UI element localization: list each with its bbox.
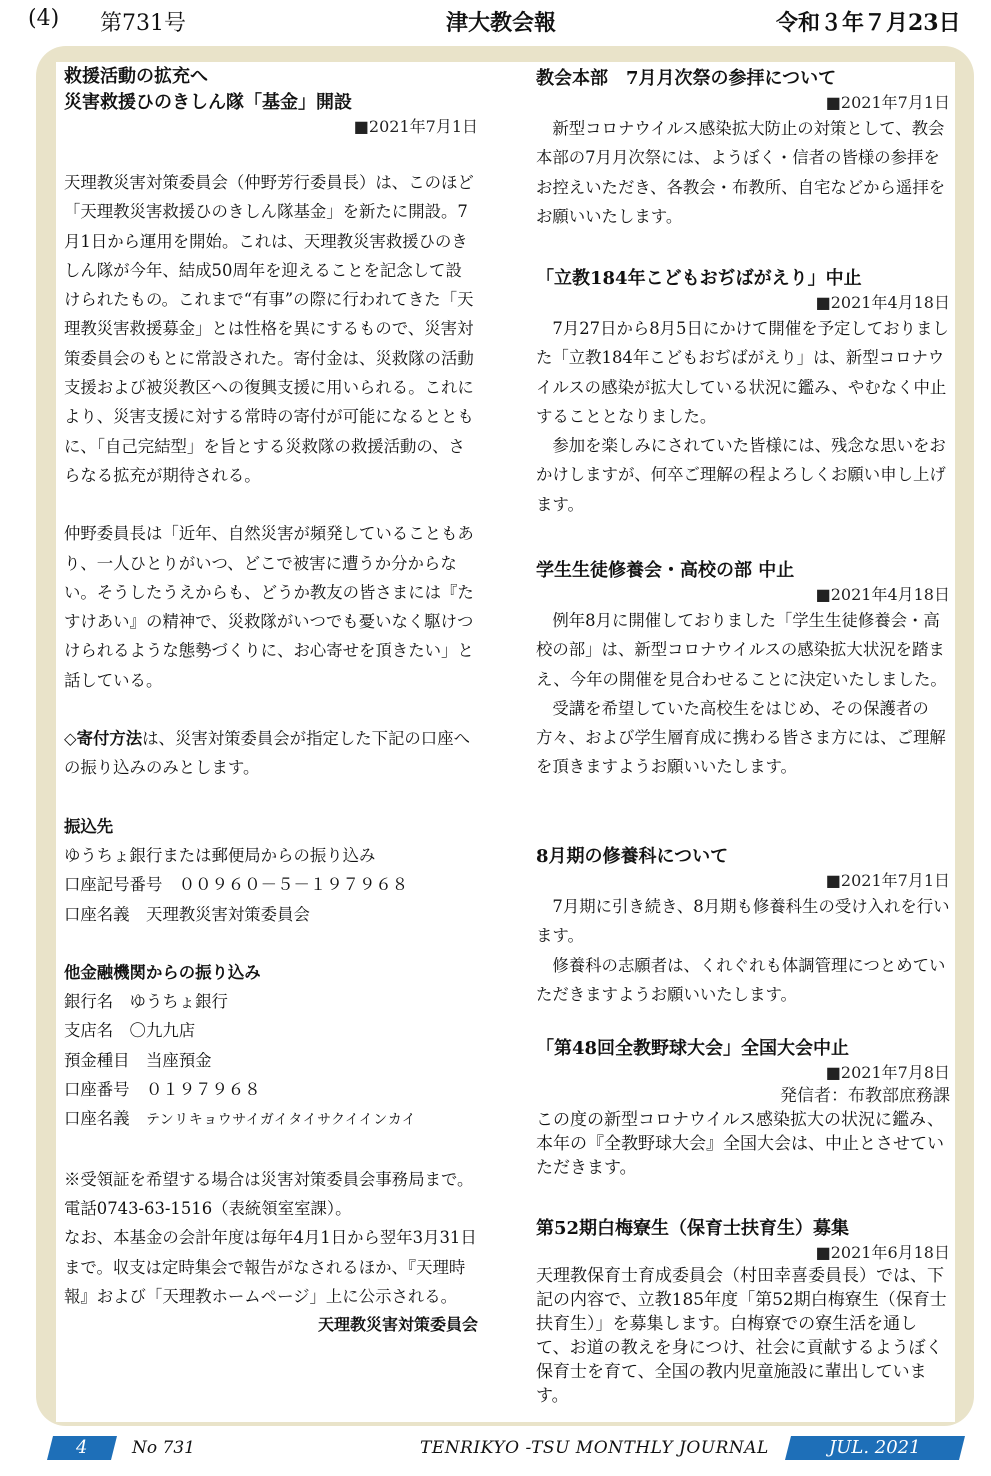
article-shiraume-text: 天理教保育士育成委員会（村田幸喜委員長）では、下記の内容で、立教185年度「第52期白梅寮生（保育士扶育生）」を募集します。白梅寮での寮生活を通して、お道の教えを身につけ、社会に貢献するようぼく保育士を育て、全国の教内児童施設に輩出しています。	[536, 1266, 947, 1406]
newsletter-title: 津大教会報	[446, 10, 557, 36]
article-kodomo-text-2: 参加を楽しみにされていた皆様には、残念な思いをおかけしますが、何卒ご理解の程よろしくお願い申し上げます。	[536, 436, 946, 514]
article-baseball	[536, 1036, 950, 1180]
issue-number: 第731号	[100, 11, 186, 36]
article-kodomo-ojibagaeri	[536, 266, 950, 519]
article-shuyoka-text-2: 修養科の志願者は、くれぐれも体調管理につとめていただきますようお願いいたします。	[536, 955, 946, 1004]
page-footer	[44, 1434, 969, 1462]
donation-method-label: ◇寄付方法	[64, 729, 143, 749]
other-bank-holder-kana: テンリキョウサイガイタイサクイインカイ	[145, 1112, 417, 1129]
footer-page-box	[47, 1436, 117, 1460]
donation-method	[64, 724, 478, 783]
other-bank-branch: 支店名 〇九九店	[64, 1021, 196, 1041]
article-student-date: ■2021年4月18日	[815, 585, 950, 604]
footer-issue-number: No 731	[132, 1438, 195, 1458]
fiscal-note: なお、本基金の会計年度は毎年4月1日から翌年3月31日まで。収支は定時集会で報告がなされるほか、『天理時報』および「天理教ホームページ」上に公示される。	[64, 1228, 477, 1306]
article-student-text-2: 受講を希望していた高校生をはじめ、その保護者の方々、および学生層育成に携わる皆さま方には、ご理解を頂きますようお願いいたします。	[536, 698, 946, 777]
transfer-heading: 振込先	[64, 816, 114, 836]
article-monthly-service-title: 教会本部 7月月次祭の参拝について	[536, 68, 837, 89]
other-bank-heading: 他金融機関からの振り込み	[64, 962, 261, 982]
fund-article	[64, 64, 478, 1339]
other-bank-name: 銀行名 ゆうちょ銀行	[64, 992, 228, 1012]
article-monthly-service	[536, 66, 950, 231]
article-shiraume-title: 第52期白梅寮生（保育士扶育生）募集	[536, 1218, 850, 1239]
fund-date: ■2021年7月1日	[353, 117, 478, 136]
issue-date: 令和３年７月23日	[776, 10, 961, 36]
article-monthly-service-date: ■2021年7月1日	[825, 93, 950, 112]
section-number: (4)	[28, 6, 60, 31]
article-kodomo-title: 「立教184年こどもおぢばがえり」中止	[536, 268, 862, 289]
transfer-line-1: ゆうちょ銀行または郵便局からの振り込み	[64, 845, 376, 865]
article-student-title: 学生生徒修養会・高校の部 中止	[536, 560, 795, 581]
donation-method-text: は、災害対策委員会が指定した下記の口座への振り込みのみとします。	[64, 729, 470, 778]
article-baseball-title: 「第48回全教野球大会」全国大会中止	[536, 1038, 850, 1059]
other-bank-type: 預金種目 当座預金	[64, 1050, 212, 1070]
fund-paragraph-2: 仲野委員長は「近年、自然災害が頻発していることもあり、一人ひとりがいつ、どこで被害に遭うか分からない。そうしたうえからも、どうか教友の皆さまには『たすけあい』の精神で、災救隊がいつでも憂いなく駆けつけられるような態勢づくりに、お心寄せを頂きたい」と話している。	[64, 524, 474, 690]
fund-title-line2: 災害救援ひのきしん隊「基金」開設	[64, 92, 352, 113]
page-header	[0, 0, 991, 44]
footer-month: JUL. 2021	[829, 1437, 921, 1458]
article-shuyoka-text-1: 7月期に引き続き、8月期も修養科生の受け入れを行います。	[536, 897, 950, 946]
other-bank-holder	[64, 1104, 478, 1135]
article-kodomo-text-1: 7月27日から8月5日にかけて開催を予定しておりました「立教184年こどもおぢばがえり」は、新型コロナウイルスの感染が拡大している状況に鑑み、やむなく中止することとなりました。	[536, 319, 949, 426]
article-baseball-text: この度の新型コロナウイルス感染拡大の状況に鑑み、本年の『全教野球大会』全国大会は、中止とさせていただきます。	[536, 1110, 944, 1178]
article-student-text-1: 例年8月に開催しておりました「学生生徒修養会・高校の部」は、新型コロナウイルスの感染拡大状況を踏まえ、今年の開催を見合わせることに決定いたしました。	[536, 611, 947, 689]
footer-month-box	[785, 1436, 965, 1460]
transfer-line-2: 口座記号番号 ００９６０－５－１９７９６８	[64, 875, 409, 895]
article-student-seminar	[536, 558, 950, 782]
footer-journal-name: TENRIKYO -TSU MONTHLY JOURNAL	[420, 1438, 769, 1458]
other-bank-holder-label: 口座名義	[64, 1109, 146, 1129]
fund-title-line1: 救援活動の拡充へ	[64, 66, 208, 87]
article-shiraume-date: ■2021年6月18日	[815, 1243, 950, 1262]
article-shuyoka-title: 8月期の修養科について	[536, 846, 729, 867]
article-baseball-date: ■2021年7月8日	[825, 1063, 950, 1082]
article-shuyoka	[536, 844, 950, 1009]
other-bank-number: 口座番号 ０１９７９６８	[64, 1080, 261, 1100]
footer-page-number: 4	[76, 1437, 88, 1458]
receipt-note: ※受領証を希望する場合は災害対策委員会事務局まで。電話0743-63-1516（表統領室室課）。	[64, 1169, 474, 1218]
article-monthly-service-text: 新型コロナウイルス感染拡大防止の対策として、教会本部の7月月次祭には、ようぼく・信者の皆様の参拝をお控えいただき、各教会・布教所、自宅などから遥拝をお願いいたします。	[536, 119, 946, 226]
article-kodomo-date: ■2021年4月18日	[815, 293, 950, 312]
article-baseball-sender: 発信者：布教部庶務課	[780, 1086, 950, 1106]
content-area	[56, 62, 955, 1422]
fund-signature: 天理教災害対策委員会	[317, 1315, 478, 1335]
transfer-line-3: 口座名義 天理教災害対策委員会	[64, 904, 310, 924]
article-shiraume	[536, 1216, 950, 1408]
article-shuyoka-date: ■2021年7月1日	[825, 871, 950, 890]
fund-paragraph-1: 天理教災害対策委員会（仲野芳行委員長）は、このほど「天理教災害救援ひのきしん隊基金」を新たに開設。7月1日から運用を開始。これは、天理教災害救援ひのきしん隊が今年、結成50周年を迎えることを記念して設けられたもの。これまで“有事”の際に行われてきた「天理教災害救援募金」とは性格を異にするもので、災害対策委員会のもとに常設された。寄付金は、災救隊の活動支援および被災教区への復興支援に用いられる。これにより、災害支援に対する常時の寄付が可能になるとともに、「自己完結型」を旨とする災救隊の救援活動の、さらなる拡充が期待される。	[64, 173, 474, 485]
